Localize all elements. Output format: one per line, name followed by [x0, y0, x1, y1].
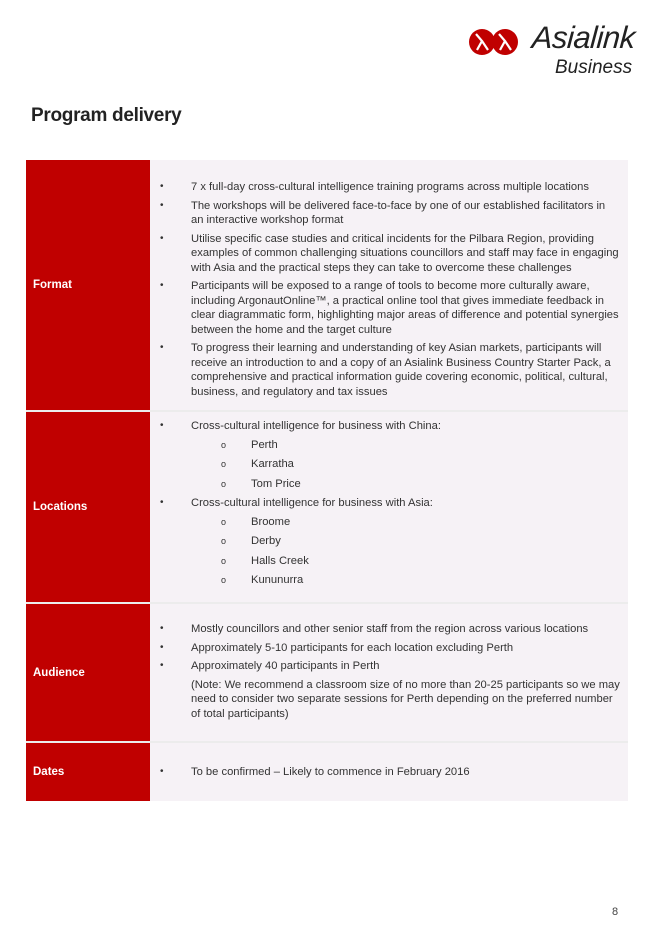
page-number: 8	[612, 906, 619, 918]
location-item: o Karratha	[221, 457, 620, 472]
row-content-format	[150, 160, 628, 410]
location-item: o Halls Creek	[221, 554, 620, 569]
list-item: • Mostly councillors and other senior staff from the region across various locations	[160, 622, 620, 637]
row-content-locations	[150, 412, 628, 602]
logo-subtext: Business	[555, 57, 633, 78]
asialink-logo	[468, 20, 638, 84]
asialink-logo-mark-icon	[468, 28, 530, 56]
row-label-dates: Dates	[26, 743, 150, 801]
list-item: • The workshops will be delivered face-to-face by one of our established facilitators in an interactive workshop format	[160, 199, 620, 228]
list-item: • Participants will be exposed to a range of tools to become more culturally aware, including ArgonautOnline™, a practical online tool that gives immediate feedback in clear diagrammatic form, highlighting major areas of difference and potential synergies between the home and the target culture	[160, 279, 620, 337]
list-item-group-china	[160, 419, 620, 491]
list-item: • To be confirmed – Likely to commence in February 2016	[160, 765, 620, 780]
location-item: o Derby	[221, 534, 620, 549]
location-item: o Perth	[221, 438, 620, 453]
location-item: o Kununurra	[221, 573, 620, 588]
table-row-dates	[26, 741, 628, 801]
list-item-group-asia	[160, 496, 620, 588]
location-item: o Tom Price	[221, 477, 620, 492]
row-label-audience: Audience	[26, 604, 150, 741]
list-item: • 7 x full-day cross-cultural intelligence training programs across multiple locations	[160, 180, 620, 195]
page-title: Program delivery	[31, 105, 182, 126]
list-item: • To progress their learning and understanding of key Asian markets, participants will receive an introduction to and a copy of an Asialink Business Country Starter Pack, a comprehensive and practical information guide covering economic, political, cultural, business, and regulatory and tax issues	[160, 341, 620, 399]
list-item: • Approximately 5-10 participants for each location excluding Perth	[160, 641, 620, 656]
audience-note: (Note: We recommend a classroom size of no more than 20-25 participants so we may need to consider two separate sessions for Perth depending on the preferred number of total participants)	[191, 678, 620, 720]
list-item: • Utilise specific case studies and critical incidents for the Pilbara Region, providing examples of common challenging situations councillors and staff may face in engaging with Asia and the practical steps they can take to overcome these challenges	[160, 232, 620, 276]
logo-wordmark: Asialink	[530, 20, 637, 55]
row-label-format: Format	[26, 160, 150, 410]
table-row-format	[26, 160, 628, 410]
row-content-dates	[150, 743, 628, 801]
location-item: o Broome	[221, 515, 620, 530]
group-heading: Cross-cultural intelligence for business with China:	[191, 420, 441, 432]
row-label-locations: Locations	[26, 412, 150, 602]
group-heading: Cross-cultural intelligence for business with Asia:	[191, 497, 433, 509]
row-content-audience	[150, 604, 628, 741]
table-row-locations	[26, 410, 628, 602]
program-delivery-table	[26, 160, 628, 801]
table-row-audience	[26, 602, 628, 741]
list-item: • Approximately 40 participants in Perth	[160, 659, 620, 674]
